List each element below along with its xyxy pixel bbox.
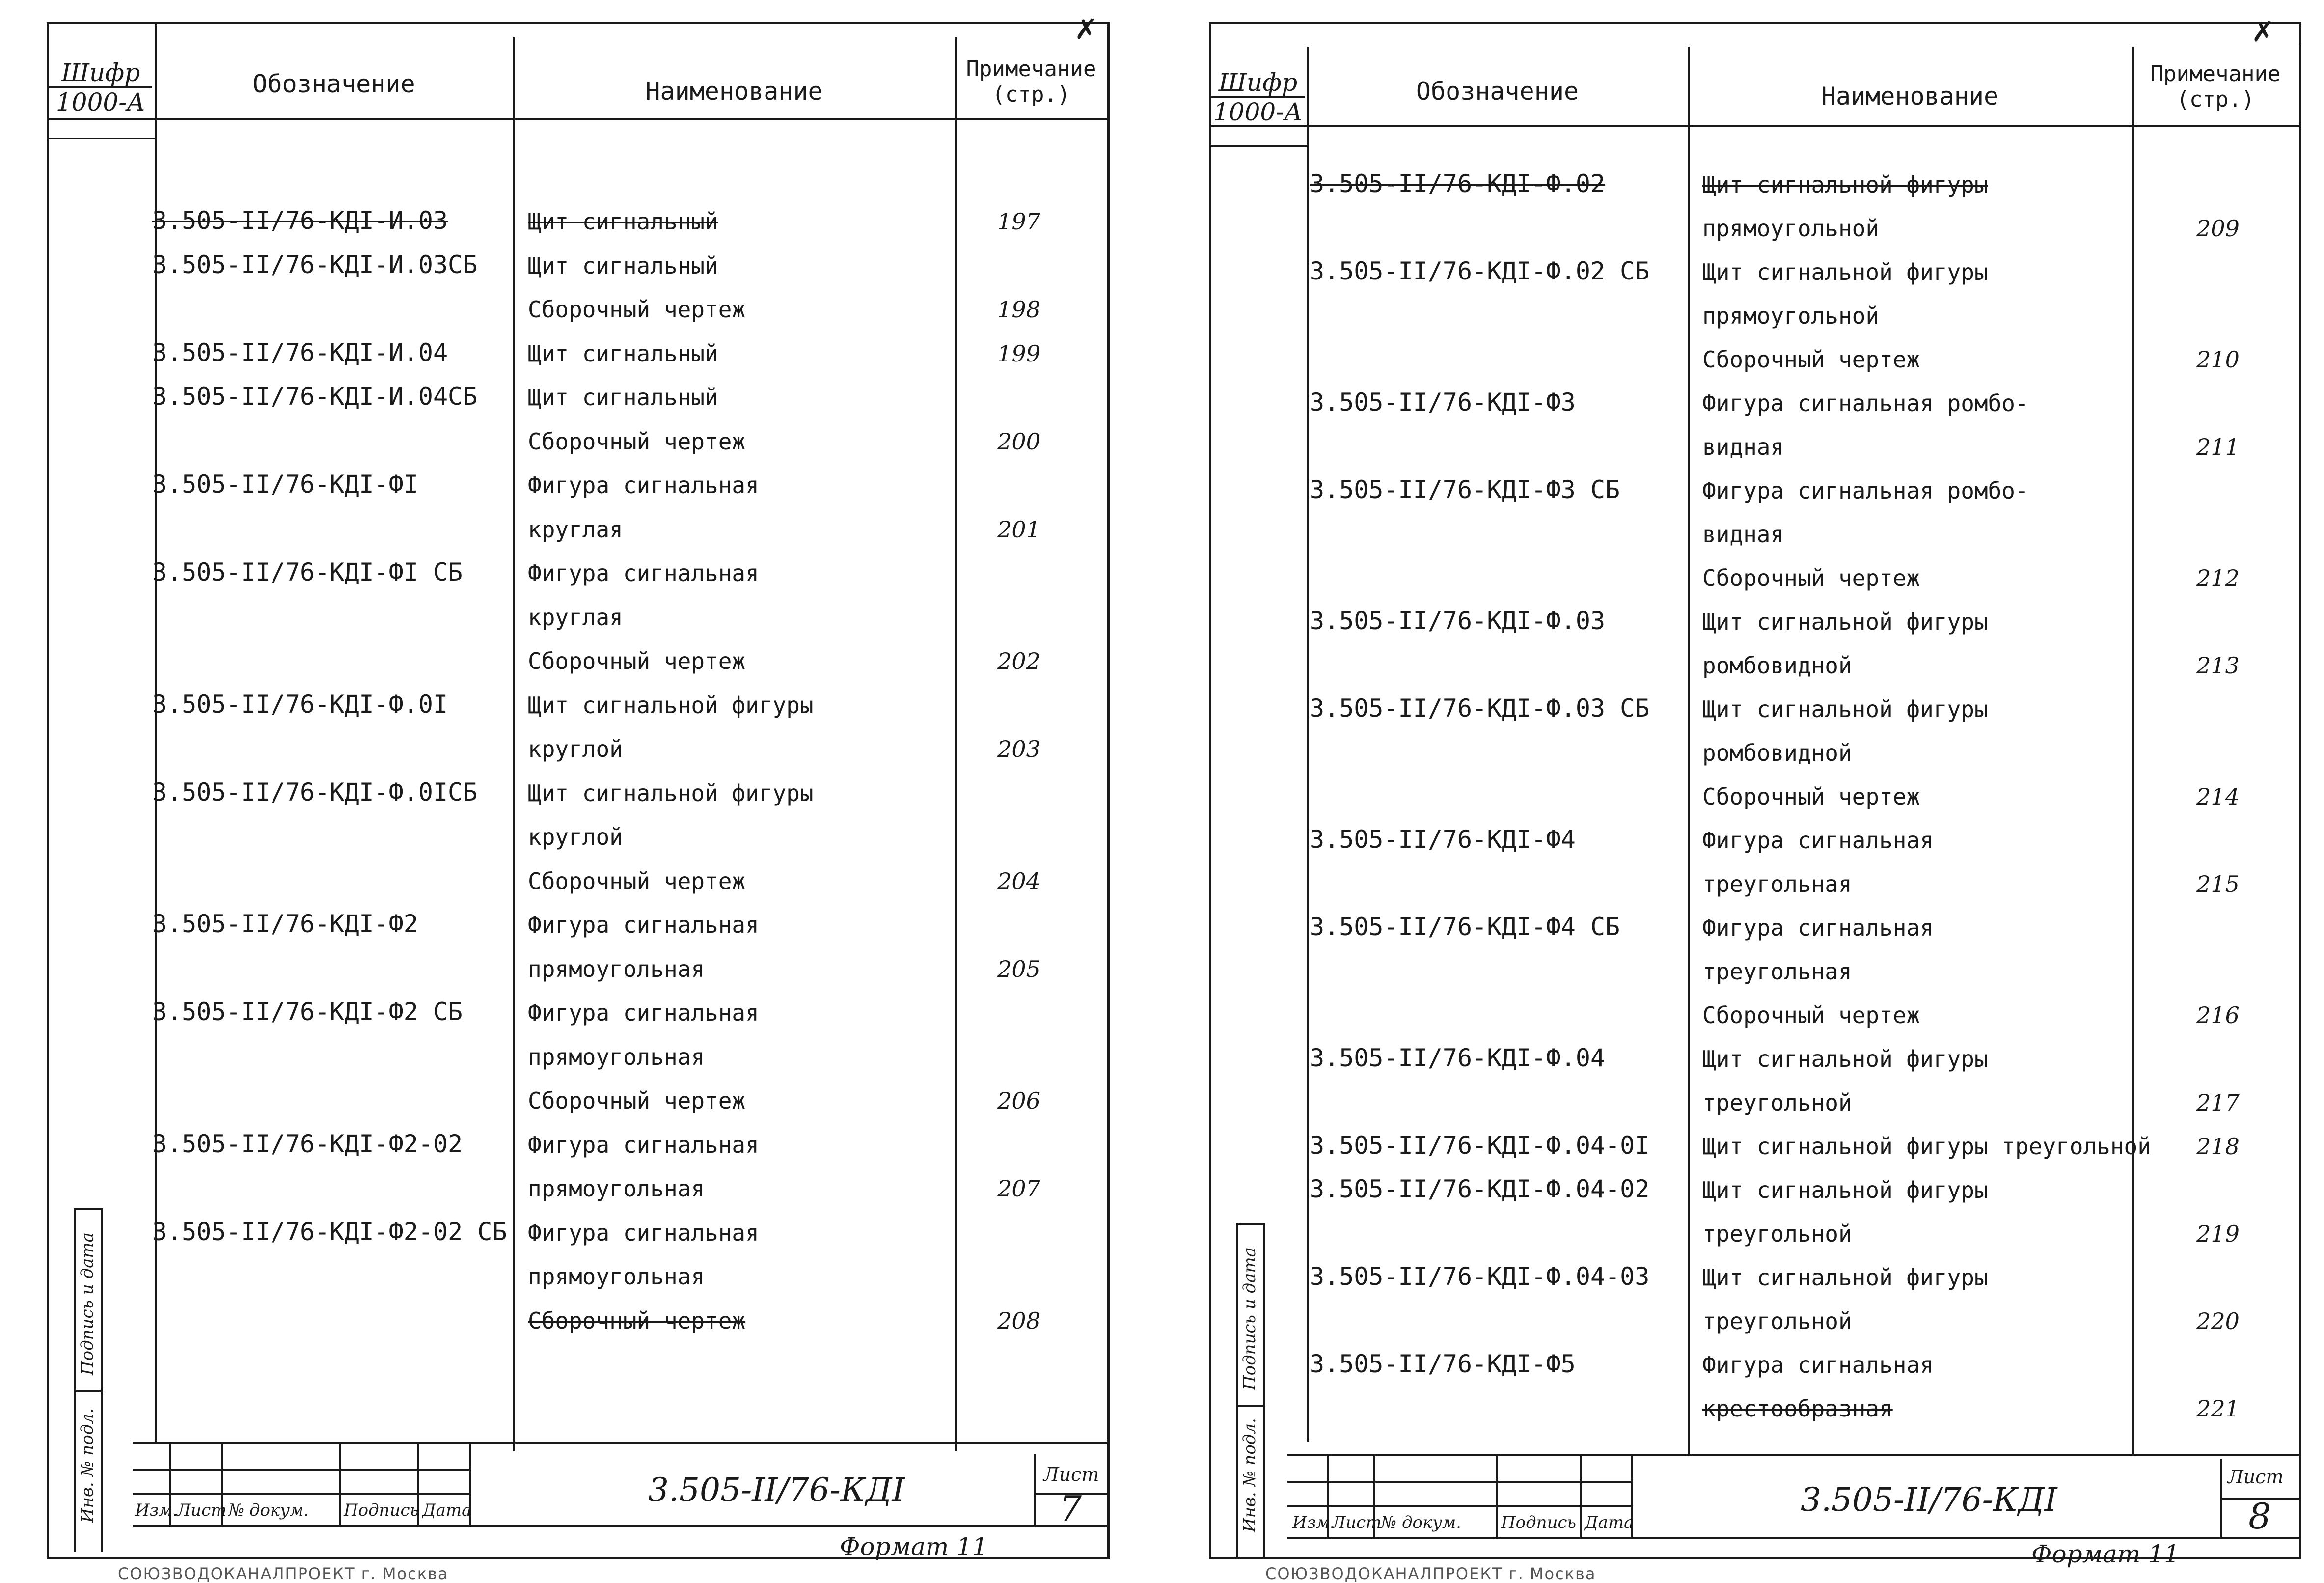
row-name: Фигура сигнальная — [1702, 1352, 1934, 1378]
stamp-top-line — [1287, 1454, 2301, 1456]
row-name: прямоугольная — [528, 955, 705, 982]
row-name: Сборочный чертеж — [528, 648, 746, 674]
row-page: 216 — [2196, 1002, 2240, 1028]
row-page: 210 — [2196, 346, 2240, 373]
side-stamp-line — [74, 1208, 103, 1210]
sheet-left — [0, 0, 1162, 1582]
row-page: 204 — [997, 867, 1040, 894]
row-designation: 3.505-II/76-КДI-Ф4 СБ — [1310, 913, 1620, 941]
stamp-list: Лист — [177, 1500, 227, 1520]
stamp-date: Дата — [422, 1500, 472, 1520]
stamp-signature: Подпись — [1501, 1513, 1577, 1532]
row-designation: 3.505-II/76-КДI-И.04СБ — [152, 382, 478, 411]
sheet-number: 8 — [2248, 1496, 2271, 1537]
row-name: Фигура сигнальная — [1702, 827, 1934, 854]
row-page: 214 — [2196, 783, 2240, 810]
sheet-number: 7 — [1059, 1488, 1082, 1529]
cipher-bottom-line — [1209, 145, 1307, 147]
row-designation: 3.505-II/76-КДI-Ф.04-02 — [1310, 1175, 1650, 1203]
row-name: прямоугольная — [528, 1175, 705, 1202]
row-designation: 3.505-II/76-КДI-Ф4 — [1310, 825, 1576, 854]
column-divider-name — [2132, 47, 2134, 1456]
row-name: Сборочный чертеж — [528, 867, 746, 894]
row-page: 203 — [997, 736, 1040, 762]
side-stamp-line — [1236, 1223, 1265, 1225]
row-page: 208 — [997, 1307, 1040, 1334]
header-name: Наименование — [1821, 82, 1999, 111]
row-name: Сборочный чертеж — [1702, 1002, 1920, 1028]
row-name: Щит сигнальной фигуры — [1702, 259, 1988, 285]
stamp-line — [133, 1493, 471, 1495]
sheet-right — [1162, 0, 2324, 1582]
row-name: Сборочный чертеж — [1702, 346, 1920, 373]
side-label-inv: Инв. № подл. — [78, 1408, 97, 1523]
stamp-line — [133, 1469, 471, 1471]
row-name: треугольная — [1702, 958, 1852, 985]
row-designation: 3.505-II/76-КДI-Ф.02 СБ — [1310, 257, 1650, 285]
row-page: 198 — [997, 296, 1040, 323]
row-name: Щит сигнальной фигуры — [1702, 1046, 1988, 1072]
row-name: прямоугольная — [528, 1263, 705, 1290]
row-designation: 3.505-II/76-КДI-Ф3 СБ — [1310, 475, 1620, 504]
row-page: 201 — [997, 516, 1040, 543]
row-designation: 3.505-II/76-КДI-Ф.03 — [1310, 607, 1606, 635]
side-stamp-line — [1236, 1405, 1265, 1407]
row-name: Сборочный чертеж — [528, 296, 746, 323]
side-stamp-line — [101, 1208, 103, 1552]
row-designation: 3.505-II/76-КДI-Ф3 — [1310, 388, 1576, 417]
row-page: 206 — [997, 1087, 1040, 1114]
row-name: прямоугольной — [1702, 215, 1880, 242]
check-mark-icon: ✗ — [1075, 7, 1096, 47]
column-divider-designation — [513, 37, 515, 1451]
row-designation: 3.505-II/76-КДI-Ф.03 СБ — [1310, 694, 1650, 722]
row-page: 199 — [997, 340, 1040, 367]
stamp-list: Лист — [1332, 1513, 1382, 1532]
row-designation: 3.505-II/76-КДI-Ф.04 — [1310, 1044, 1606, 1072]
stamp-line — [1580, 1454, 1582, 1537]
stamp-doc-no: № докум. — [228, 1500, 309, 1520]
row-page: 207 — [997, 1175, 1040, 1202]
side-label-sign: Подпись и дата — [1240, 1247, 1259, 1390]
row-name: Щит сигнальной фигуры — [1702, 1177, 1988, 1203]
column-divider-designation — [1688, 47, 1690, 1456]
side-stamp-line — [1263, 1223, 1265, 1557]
sheet-label: Лист — [2228, 1466, 2284, 1488]
cipher-label: Шифр 1000-А — [49, 59, 152, 116]
row-name: ромбовидной — [1702, 652, 1852, 679]
row-name: Фигура сигнальная ромбо- — [1702, 477, 2029, 504]
row-name: Щит сигнальной фигуры — [528, 692, 814, 719]
row-page: 212 — [2196, 565, 2240, 591]
row-designation: 3.505-II/76-КДI-Ф.02 — [1310, 169, 1606, 198]
stamp-izm: Изм. — [135, 1500, 178, 1520]
row-name: треугольная — [1702, 871, 1852, 897]
side-label-sign: Подпись и дата — [78, 1232, 97, 1375]
stamp-line — [2220, 1459, 2222, 1537]
row-designation: 3.505-II/76-КДI-И.03СБ — [152, 250, 478, 279]
row-designation: 3.505-II/76-КДI-Ф.0IСБ — [152, 778, 478, 806]
format-label: Формат 11 — [840, 1532, 988, 1561]
row-name: треугольной — [1702, 1089, 1852, 1116]
row-name: Щит сигнальной фигуры — [1702, 171, 1988, 198]
row-designation: 3.505-II/76-КДI-Ф2-02 СБ — [152, 1217, 507, 1246]
row-designation: 3.505-II/76-КДI-И.03 — [152, 206, 448, 235]
stamp-doc-no: № докум. — [1381, 1513, 1462, 1532]
row-name: Сборочный чертеж — [1702, 565, 1920, 591]
row-name: Фигура сигнальная — [1702, 915, 1934, 941]
row-name: Фигура сигнальная — [528, 1131, 759, 1158]
side-label-inv: Инв. № подл. — [1240, 1418, 1259, 1532]
header-divider — [47, 118, 1110, 120]
row-name: прямоугольная — [528, 1043, 705, 1070]
row-designation: 3.505-II/76-КДI-Ф2-02 — [152, 1129, 463, 1158]
side-stamp-line — [74, 1390, 103, 1392]
row-designation: 3.505-II/76-КДI-И.04 — [152, 338, 448, 367]
row-name: Сборочный чертеж — [528, 1087, 746, 1114]
sheet-label: Лист — [1043, 1464, 1099, 1485]
row-page: 217 — [2196, 1089, 2240, 1116]
row-name: круглой — [528, 736, 623, 762]
right-edge — [1107, 22, 1109, 1559]
column-divider-cipher — [1307, 47, 1309, 1442]
stamp-izm: Изм. — [1292, 1513, 1336, 1532]
stamp-date: Дата — [1585, 1513, 1634, 1532]
check-mark-icon: ✗ — [2252, 9, 2273, 50]
row-designation: 3.505-II/76-КДI-Ф.04-03 — [1310, 1262, 1650, 1291]
row-page: 219 — [2196, 1221, 2240, 1247]
header-note: Примечание (стр.) — [2150, 61, 2281, 112]
row-page: 205 — [997, 955, 1040, 982]
row-name: видная — [1702, 434, 1784, 460]
row-page: 215 — [2196, 871, 2240, 897]
row-name: Сборочный чертеж — [528, 428, 746, 455]
row-page: 202 — [997, 648, 1040, 674]
stamp-line — [1034, 1454, 1036, 1525]
doc-code: 3.505-II/76-КДI — [648, 1471, 905, 1509]
row-name: круглая — [528, 516, 623, 543]
row-name: Фигура сигнальная — [528, 560, 759, 586]
row-name: Фигура сигнальная — [528, 1000, 759, 1026]
stamp-bottom-line — [133, 1525, 1110, 1527]
row-designation: 3.505-II/76-КДI-Ф2 СБ — [152, 998, 463, 1026]
row-name: треугольной — [1702, 1308, 1852, 1334]
stamp-line — [339, 1442, 341, 1525]
header-designation: Обозначение — [252, 70, 415, 98]
right-edge — [2299, 47, 2301, 1559]
column-divider-name — [955, 37, 957, 1451]
row-name: Щит сигнальный — [528, 340, 718, 367]
row-name: ромбовидной — [1702, 740, 1852, 766]
row-name: Фигура сигнальная ромбо- — [1702, 390, 2029, 417]
row-page: 213 — [2196, 652, 2240, 679]
row-name: Щит сигнальный — [528, 208, 718, 235]
row-designation: 3.505-II/76-КДI-ФI СБ — [152, 558, 463, 586]
row-name: круглой — [528, 824, 623, 850]
row-name: прямоугольной — [1702, 303, 1880, 329]
cipher-bottom-line — [47, 138, 155, 139]
row-name: Щит сигнальной фигуры — [528, 779, 814, 806]
row-designation: 3.505-II/76-КДI-Ф.04-0I — [1310, 1131, 1650, 1160]
row-page: 218 — [2196, 1133, 2240, 1160]
format-label: Формат 11 — [2031, 1540, 2180, 1568]
row-designation: 3.505-II/76-КДI-ФI — [152, 470, 418, 499]
row-name: Фигура сигнальная — [528, 912, 759, 938]
org-label: СОЮЗВОДОКАНАЛПРОЕКТ г. Москва — [1265, 1564, 1596, 1583]
row-page: 211 — [2196, 434, 2240, 460]
row-designation: 3.505-II/76-КДI-Ф2 — [152, 910, 418, 938]
row-page: 220 — [2196, 1308, 2240, 1334]
side-stamp-line — [74, 1208, 76, 1552]
row-name: видная — [1702, 521, 1784, 548]
row-page: 200 — [997, 428, 1040, 455]
row-name: Щит сигнальной фигуры — [1702, 1264, 1988, 1291]
row-page: 197 — [997, 208, 1040, 235]
row-name: Щит сигнальной фигуры — [1702, 696, 1988, 722]
row-name: Сборочный чертеж — [528, 1307, 746, 1334]
row-name: Фигура сигнальная — [528, 472, 759, 499]
header-note: Примечание (стр.) — [966, 56, 1096, 107]
org-label: СОЮЗВОДОКАНАЛПРОЕКТ г. Москва — [118, 1564, 449, 1583]
row-name: треугольной — [1702, 1221, 1852, 1247]
row-name: Сборочный чертеж — [1702, 783, 1920, 810]
side-stamp-line — [1236, 1223, 1238, 1557]
stamp-bottom-line — [1287, 1537, 2301, 1539]
row-page: 221 — [2196, 1395, 2240, 1422]
header-name: Наименование — [645, 77, 823, 106]
header-designation: Обозначение — [1416, 77, 1579, 106]
stamp-line — [1496, 1454, 1498, 1537]
header-divider — [1209, 125, 2301, 127]
row-name: Щит сигнальной фигуры — [1702, 609, 1988, 635]
cipher-label: Шифр 1000-А — [1211, 69, 1305, 126]
row-page: 209 — [2196, 215, 2240, 242]
row-name: крестообразная — [1702, 1395, 1893, 1422]
stamp-signature: Подпись — [344, 1500, 419, 1520]
row-name: Фигура сигнальная — [528, 1219, 759, 1246]
row-name: круглая — [528, 604, 623, 631]
stamp-top-line — [133, 1442, 1110, 1444]
row-name: Щит сигнальной фигуры треугольной — [1702, 1133, 2151, 1160]
row-designation: 3.505-II/76-КДI-Ф.0I — [152, 690, 448, 719]
row-name: Щит сигнальный — [528, 384, 718, 411]
row-designation: 3.505-II/76-КДI-Ф5 — [1310, 1350, 1576, 1378]
row-name: Щит сигнальный — [528, 252, 718, 279]
doc-code: 3.505-II/76-КДI — [1801, 1481, 2057, 1519]
